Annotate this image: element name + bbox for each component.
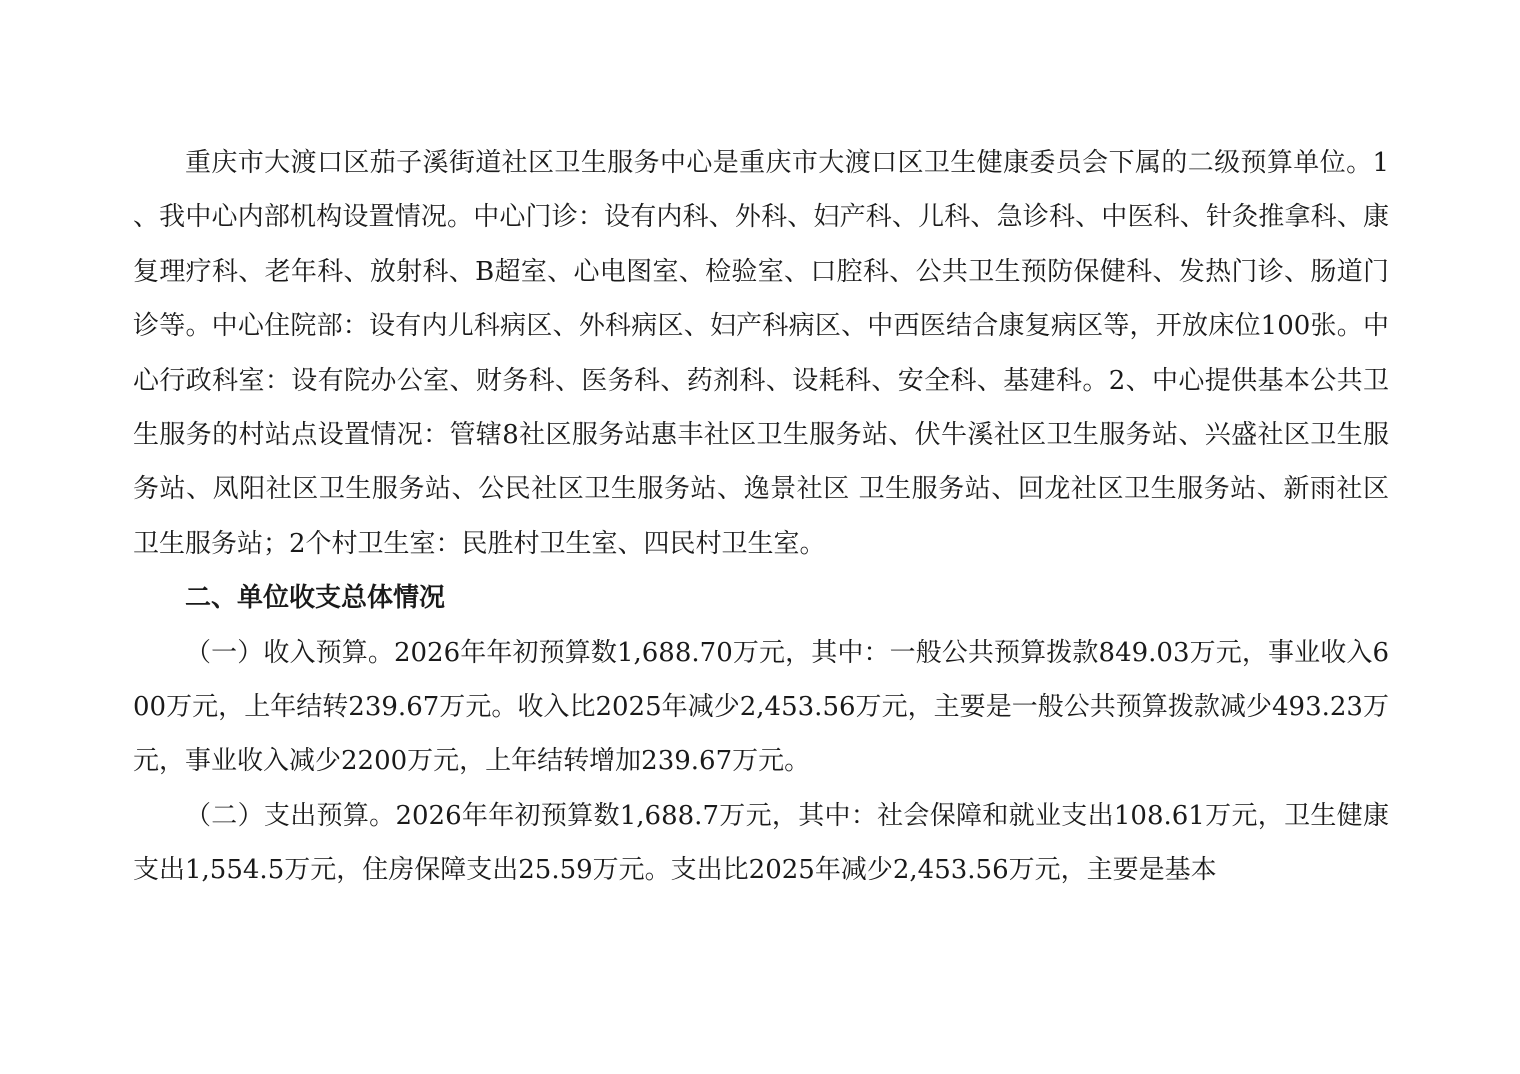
intro-paragraph: 重庆市大渡口区茄子溪街道社区卫生服务中心是重庆市大渡口区卫生健康委员会下属的二级预算单位。1、我中心内部机构设置情况。中心门诊：设有内科、外科、妇产科、儿科、急诊科、中医科、针灸推拿科、康复理疗科、老年科、放射科、B超室、心电图室、检验室、口腔科、公共卫生预防保健科、发热门诊、肠道门诊等。中心住院部：设有内儿科病区、外科病区、妇产科病区、中西医结合康复病区等，开放床位100张。中心行政科室：设有院办公室、财务科、医务科、药剂科、设耗科、安全科、基建科。2、中心提供基本公共卫生服务的村站点设置情况：管辖8社区服务站惠丰社区卫生服务站、伏牛溪社区卫生服务站、兴盛社区卫生服务站、凤阳社区卫生服务站、公民社区卫生服务站、逸景社区 卫生服务站、回龙社区卫生服务站、新雨社区卫生服务站；2个村卫生室：民胜村卫生室、四民村卫生室。 xyxy=(133,148,1389,559)
document-body xyxy=(133,136,1389,898)
section-heading: 二、单位收支总体情况 xyxy=(185,583,446,614)
expenditure-budget-paragraph: （二）支出预算。2026年年初预算数1,688.7万元，其中：社会保障和就业支出108.61万元，卫生健康支出1,554.5万元，住房保障支出25.59万元。支出比2025年减少2,453.56万元，主要是基本 xyxy=(133,800,1389,886)
income-budget-paragraph: （一）收入预算。2026年年初预算数1,688.70万元，其中：一般公共预算拨款849.03万元，事业收入600万元，上年结转239.67万元。收入比2025年减少2,453.56万元，主要是一般公共预算拨款减少493.23万元，事业收入减少2200万元，上年结转增加239.67万元。 xyxy=(133,637,1389,777)
